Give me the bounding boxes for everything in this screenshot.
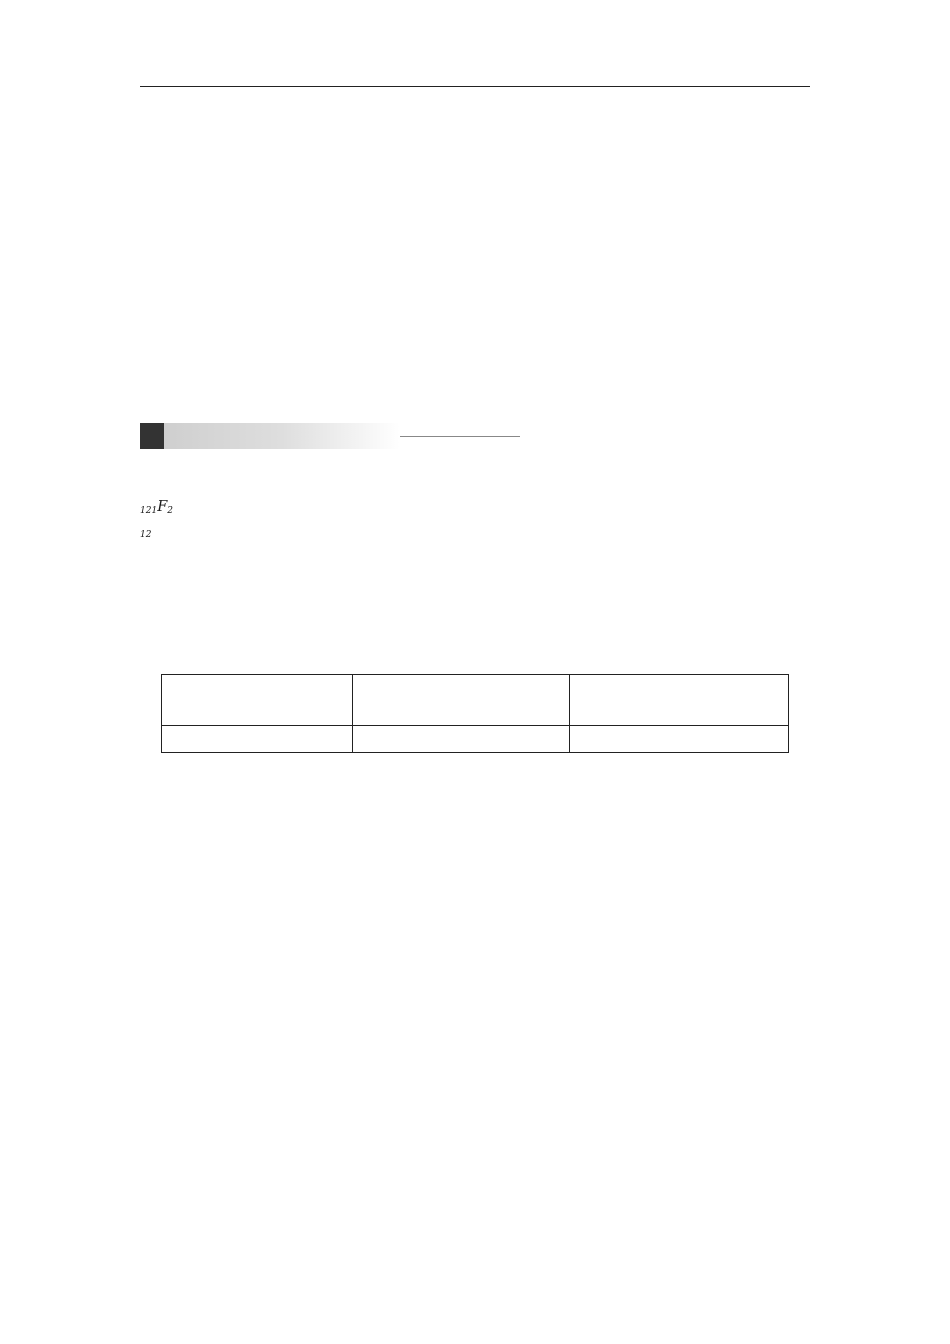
badge-rule [400,436,520,437]
table-header-row [162,675,789,726]
concept-paragraph-line-1: $_{121}F_2$ [140,498,173,516]
equation-condition [570,700,788,725]
equation-vertical [570,675,788,700]
field-code-line [140,246,810,271]
badge-label [164,423,400,449]
equation-condition [353,700,568,725]
concept-section [140,470,812,668]
top-rule [140,86,810,87]
properties-heading [140,643,812,668]
header-standard-equation [162,675,352,725]
field-code-line [140,146,810,171]
table-cell [353,675,569,726]
field-code-line [140,221,810,246]
field-code-line [140,271,810,296]
field-code-block [140,146,810,321]
ellipse-properties-table [161,674,789,753]
set-definition [140,544,812,569]
concept-heading [140,470,812,495]
table-cell [162,675,353,726]
case-2 [140,593,812,618]
field-code-line [140,171,810,196]
table-cell [569,675,788,726]
table-cell [162,726,353,752]
table-cell [353,726,569,752]
table-cell [569,726,788,752]
subsection-badge [140,423,530,451]
table-row [162,726,789,752]
case-1 [140,569,812,594]
field-code-line [140,296,810,321]
case-3 [140,618,812,643]
equation-horizontal [353,675,568,700]
badge-number [140,423,164,449]
concept-paragraph-line-2: 12 [140,530,152,541]
field-code-line [140,196,810,221]
row-label-figure [162,726,352,751]
